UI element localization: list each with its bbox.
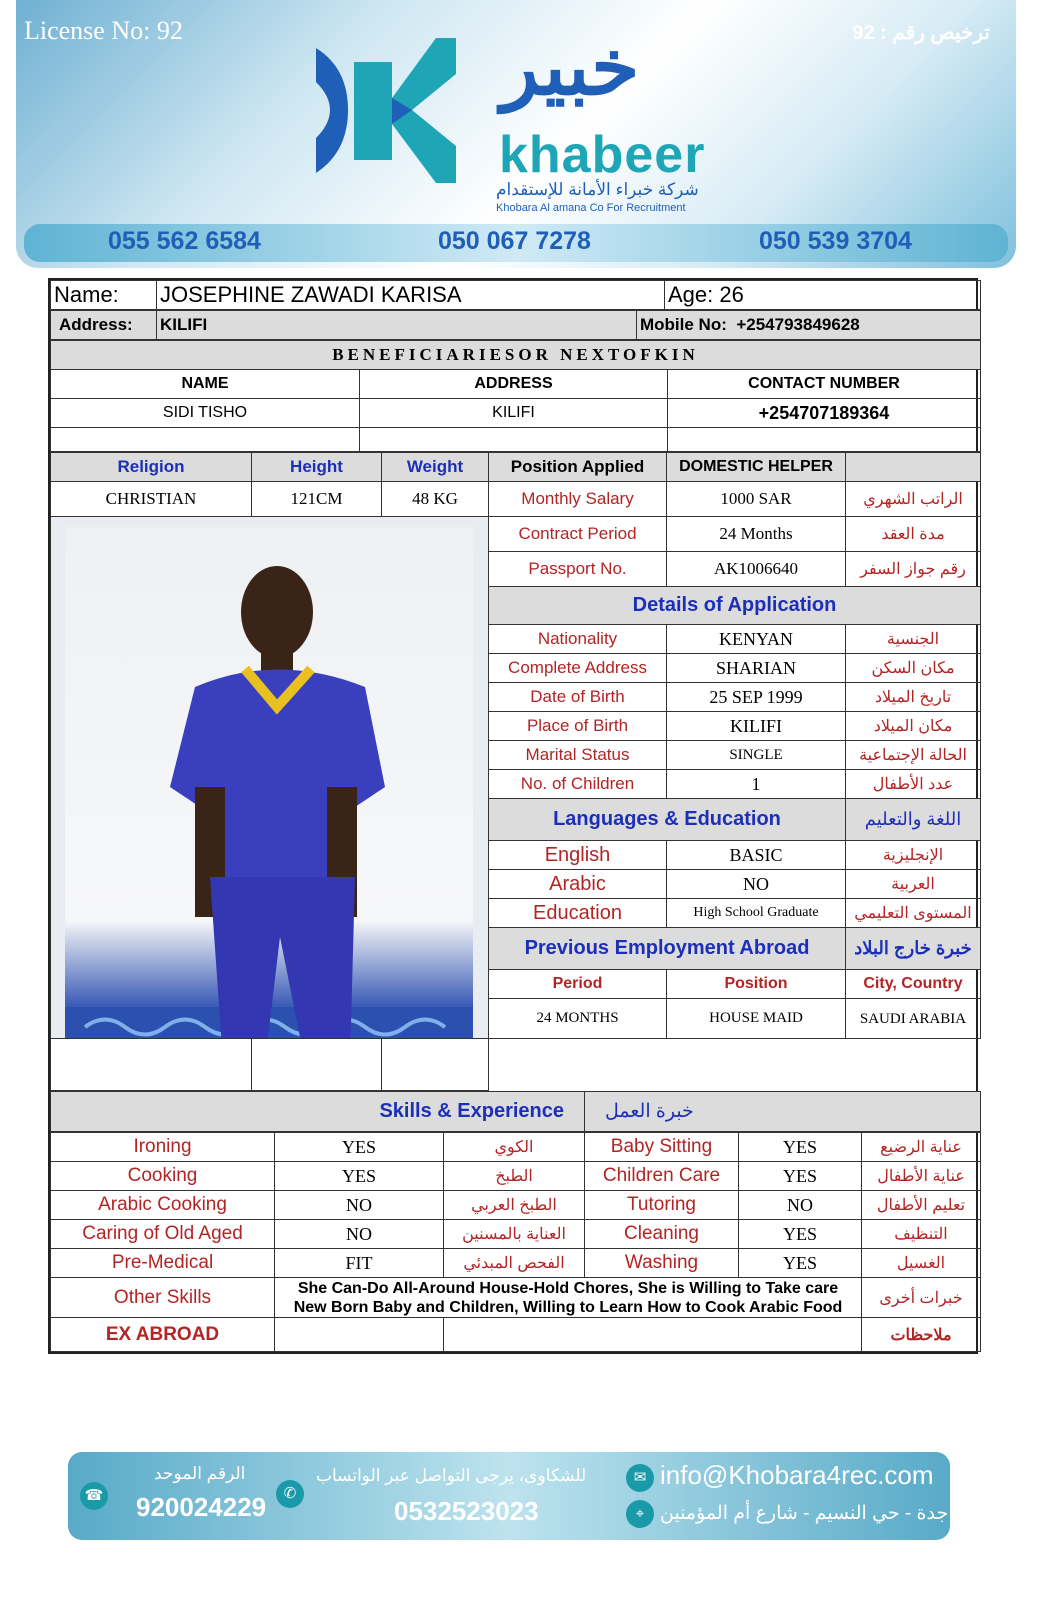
passport-label: Passport No. [489,552,667,587]
license-number-ar: ترخيص رقم : 92 [852,22,990,44]
application-title: Details of Application [489,587,981,625]
height-header: Height [252,453,382,482]
skill-value: YES [739,1133,862,1162]
office-address: جدة - حي النسيم - شارع أم المؤمنين [660,1503,949,1524]
passport-value: AK1006640 [667,552,846,587]
english-label: English [489,841,667,870]
skill-label: Arabic Cooking [51,1191,275,1220]
email-icon: ✉ [626,1464,654,1492]
other-skills-label: Other Skills [51,1278,275,1318]
children-label: No. of Children [489,770,667,799]
skills-title: Skills & Experience [51,1092,585,1132]
skill-row [51,1220,981,1249]
whatsapp-icon: ✆ [276,1480,304,1508]
unified-number[interactable]: 920024229 [136,1492,267,1522]
kin-header-address: ADDRESS [360,370,668,399]
skill-label: Cooking [51,1162,275,1191]
pob-label-ar: مكان الميلاد [846,712,981,741]
skill-label-ar: الكوي [444,1133,585,1162]
skill-value: NO [275,1191,444,1220]
skills-table [50,1091,981,1132]
dob-value: 25 SEP 1999 [667,683,846,712]
period-header: Period [489,970,667,999]
salary-value: 1000 SAR [667,482,846,517]
khabeer-logo-icon [316,28,456,193]
other-skills-line-1: She Can-Do All-Around House-Hold Chores, She is Willing to Take care [297,1279,839,1297]
skill-label: Ironing [51,1133,275,1162]
phone-number-1[interactable]: 055 562 6584 [108,227,261,255]
skill-label: Caring of Old Aged [51,1220,275,1249]
kin-contact: +254707189364 [668,399,981,428]
details-table [50,452,981,1091]
personal-table [50,280,981,310]
contract-value: 24 Months [667,517,846,552]
weight-header: Weight [382,453,489,482]
position-empty [846,453,981,482]
skills-grid [50,1132,981,1352]
salary-label-ar: الراتب الشهري [846,482,981,517]
salary-label: Monthly Salary [489,482,667,517]
position-header: Position [667,970,846,999]
photo-cell [51,517,489,1039]
employment-title: Previous Employment Abroad [489,928,846,970]
brand-subtitle-en: Khobara Al amana Co For Recruitment [496,202,686,214]
employment-position: HOUSE MAID [667,999,846,1039]
complete-address-value: SHARIAN [667,654,846,683]
ex-abroad-value [444,1318,862,1352]
skill-value: FIT [275,1249,444,1278]
arabic-label-ar: العربية [846,870,981,899]
license-number-en: License No: 92 [24,16,183,45]
kin-address: KILIFI [360,399,668,428]
religion-header: Religion [51,453,252,482]
position-label: Position Applied [489,453,667,482]
skills-body [51,1133,981,1278]
header [16,0,1016,268]
passport-label-ar: رقم جواز السفر [846,552,981,587]
employment-title-ar: خبرة خارج البلاد [846,928,981,970]
english-value: BASIC [667,841,846,870]
candidate-photo [65,527,473,1039]
phone-icon: ☎ [80,1482,108,1510]
arabic-value: NO [667,870,846,899]
kin-header-name: NAME [51,370,360,399]
age-value: Age: 26 [665,281,981,310]
skill-value: YES [275,1162,444,1191]
employment-period: 24 MONTHS [489,999,667,1039]
kin-header-contact: CONTACT NUMBER [668,370,981,399]
skill-label: Children Care [585,1162,739,1191]
address-table [50,310,981,340]
brand-subtitle-ar: شركة خبراء الأمانة للإستقدام [496,180,699,199]
skill-label: Washing [585,1249,739,1278]
skill-label-ar: الغسيل [862,1249,981,1278]
address-label: Address: [51,311,157,340]
skill-value: YES [739,1220,862,1249]
skill-label-ar: عناية الأطفال [862,1162,981,1191]
skill-label: Cleaning [585,1220,739,1249]
position-value: DOMESTIC HELPER [667,453,846,482]
employment-city: SAUDI ARABIA [846,999,981,1039]
contract-label: Contract Period [489,517,667,552]
religion-value: CHRISTIAN [51,482,252,517]
footer [68,1452,950,1540]
unified-number-label: الرقم الموحد [154,1464,246,1483]
weight-value: 48 KG [382,482,489,517]
children-value: 1 [667,770,846,799]
person-silhouette-icon [65,527,473,1039]
marital-label: Marital Status [489,741,667,770]
arabic-label: Arabic [489,870,667,899]
application-form [48,278,978,1354]
kin-title: BENEFICIARIESOR NEXTOFKIN [51,341,981,370]
phone-number-2[interactable]: 050 067 7278 [438,227,591,255]
skill-row [51,1162,981,1191]
brand-name-en: khabeer [499,126,706,184]
nationality-label: Nationality [489,625,667,654]
contract-label-ar: مدة العقد [846,517,981,552]
kin-name: SIDI TISHO [51,399,360,428]
skill-label: Pre-Medical [51,1249,275,1278]
skill-value: NO [739,1191,862,1220]
kin-empty-cell [360,428,668,452]
skill-label: Baby Sitting [585,1133,739,1162]
kin-empty-cell [51,428,360,452]
mobile-label: Mobile No: [640,315,727,334]
name-value: JOSEPHINE ZAWADI KARISA [157,281,665,310]
languages-title-ar: اللغة والتعليم [846,799,981,841]
ex-abroad-label: EX ABROAD [51,1318,275,1352]
skill-value: YES [739,1249,862,1278]
employment-empty-cell [382,1039,489,1091]
phone-number-3[interactable]: 050 539 3704 [759,227,912,255]
city-header: City, Country [846,970,981,999]
brand-name-ar: خبير [501,23,640,111]
skill-row [51,1133,981,1162]
complete-address-label: Complete Address [489,654,667,683]
children-label-ar: عدد الأطفال [846,770,981,799]
languages-title: Languages & Education [489,799,846,841]
mobile-value: +254793849628 [736,315,860,334]
education-value: High School Graduate [667,899,846,928]
name-label: Name: [51,281,157,310]
skill-label-ar: الطبخ [444,1162,585,1191]
nationality-value: KENYAN [667,625,846,654]
email-address[interactable]: info@Khobara4rec.com [660,1460,934,1490]
pob-label: Place of Birth [489,712,667,741]
dob-label: Date of Birth [489,683,667,712]
address-value: KILIFI [157,311,637,340]
skills-title-ar: خبرة العمل [585,1092,981,1132]
ex-abroad-empty [275,1318,444,1352]
marital-label-ar: الحالة الإجتماعية [846,741,981,770]
dob-label-ar: تاريخ الميلاد [846,683,981,712]
skill-label-ar: الطبخ العربي [444,1191,585,1220]
employment-empty-cell [51,1039,252,1091]
whatsapp-number[interactable]: 0532523023 [394,1496,539,1526]
skill-label-ar: العناية بالمسنين [444,1220,585,1249]
other-skills-label-ar: خبرات أخرى [862,1278,981,1318]
skill-label-ar: تعليم الأطفال [862,1191,981,1220]
skill-value: YES [739,1162,862,1191]
education-label: Education [489,899,667,928]
notes-label-ar: ملاحظات [862,1318,981,1352]
english-label-ar: الإنجليزية [846,841,981,870]
kin-empty-cell [668,428,981,452]
pob-value: KILIFI [667,712,846,741]
skill-row [51,1191,981,1220]
skill-label: Tutoring [585,1191,739,1220]
skill-value: YES [275,1133,444,1162]
other-skills-line-2: New Born Baby and Children, Willing to Learn How to Cook Arabic Food [293,1298,843,1316]
height-value: 121CM [252,482,382,517]
kin-table [50,340,981,452]
skill-label-ar: الفحص المبدئي [444,1249,585,1278]
skill-label-ar: التنظيف [862,1220,981,1249]
education-label-ar: المستوى التعليمي [846,899,981,928]
complaints-text: للشكاوى، يرجى التواصل عبر الواتساب [316,1466,587,1485]
location-pin-icon: ⌖ [626,1500,654,1528]
other-skills-value [275,1278,862,1318]
skill-row [51,1249,981,1278]
complete-address-label-ar: مكان السكن [846,654,981,683]
skill-label-ar: عناية الرضيع [862,1133,981,1162]
employment-empty-cell [252,1039,382,1091]
skill-value: NO [275,1220,444,1249]
marital-value: SINGLE [667,741,846,770]
mobile-cell [637,311,981,340]
nationality-label-ar: الجنسية [846,625,981,654]
